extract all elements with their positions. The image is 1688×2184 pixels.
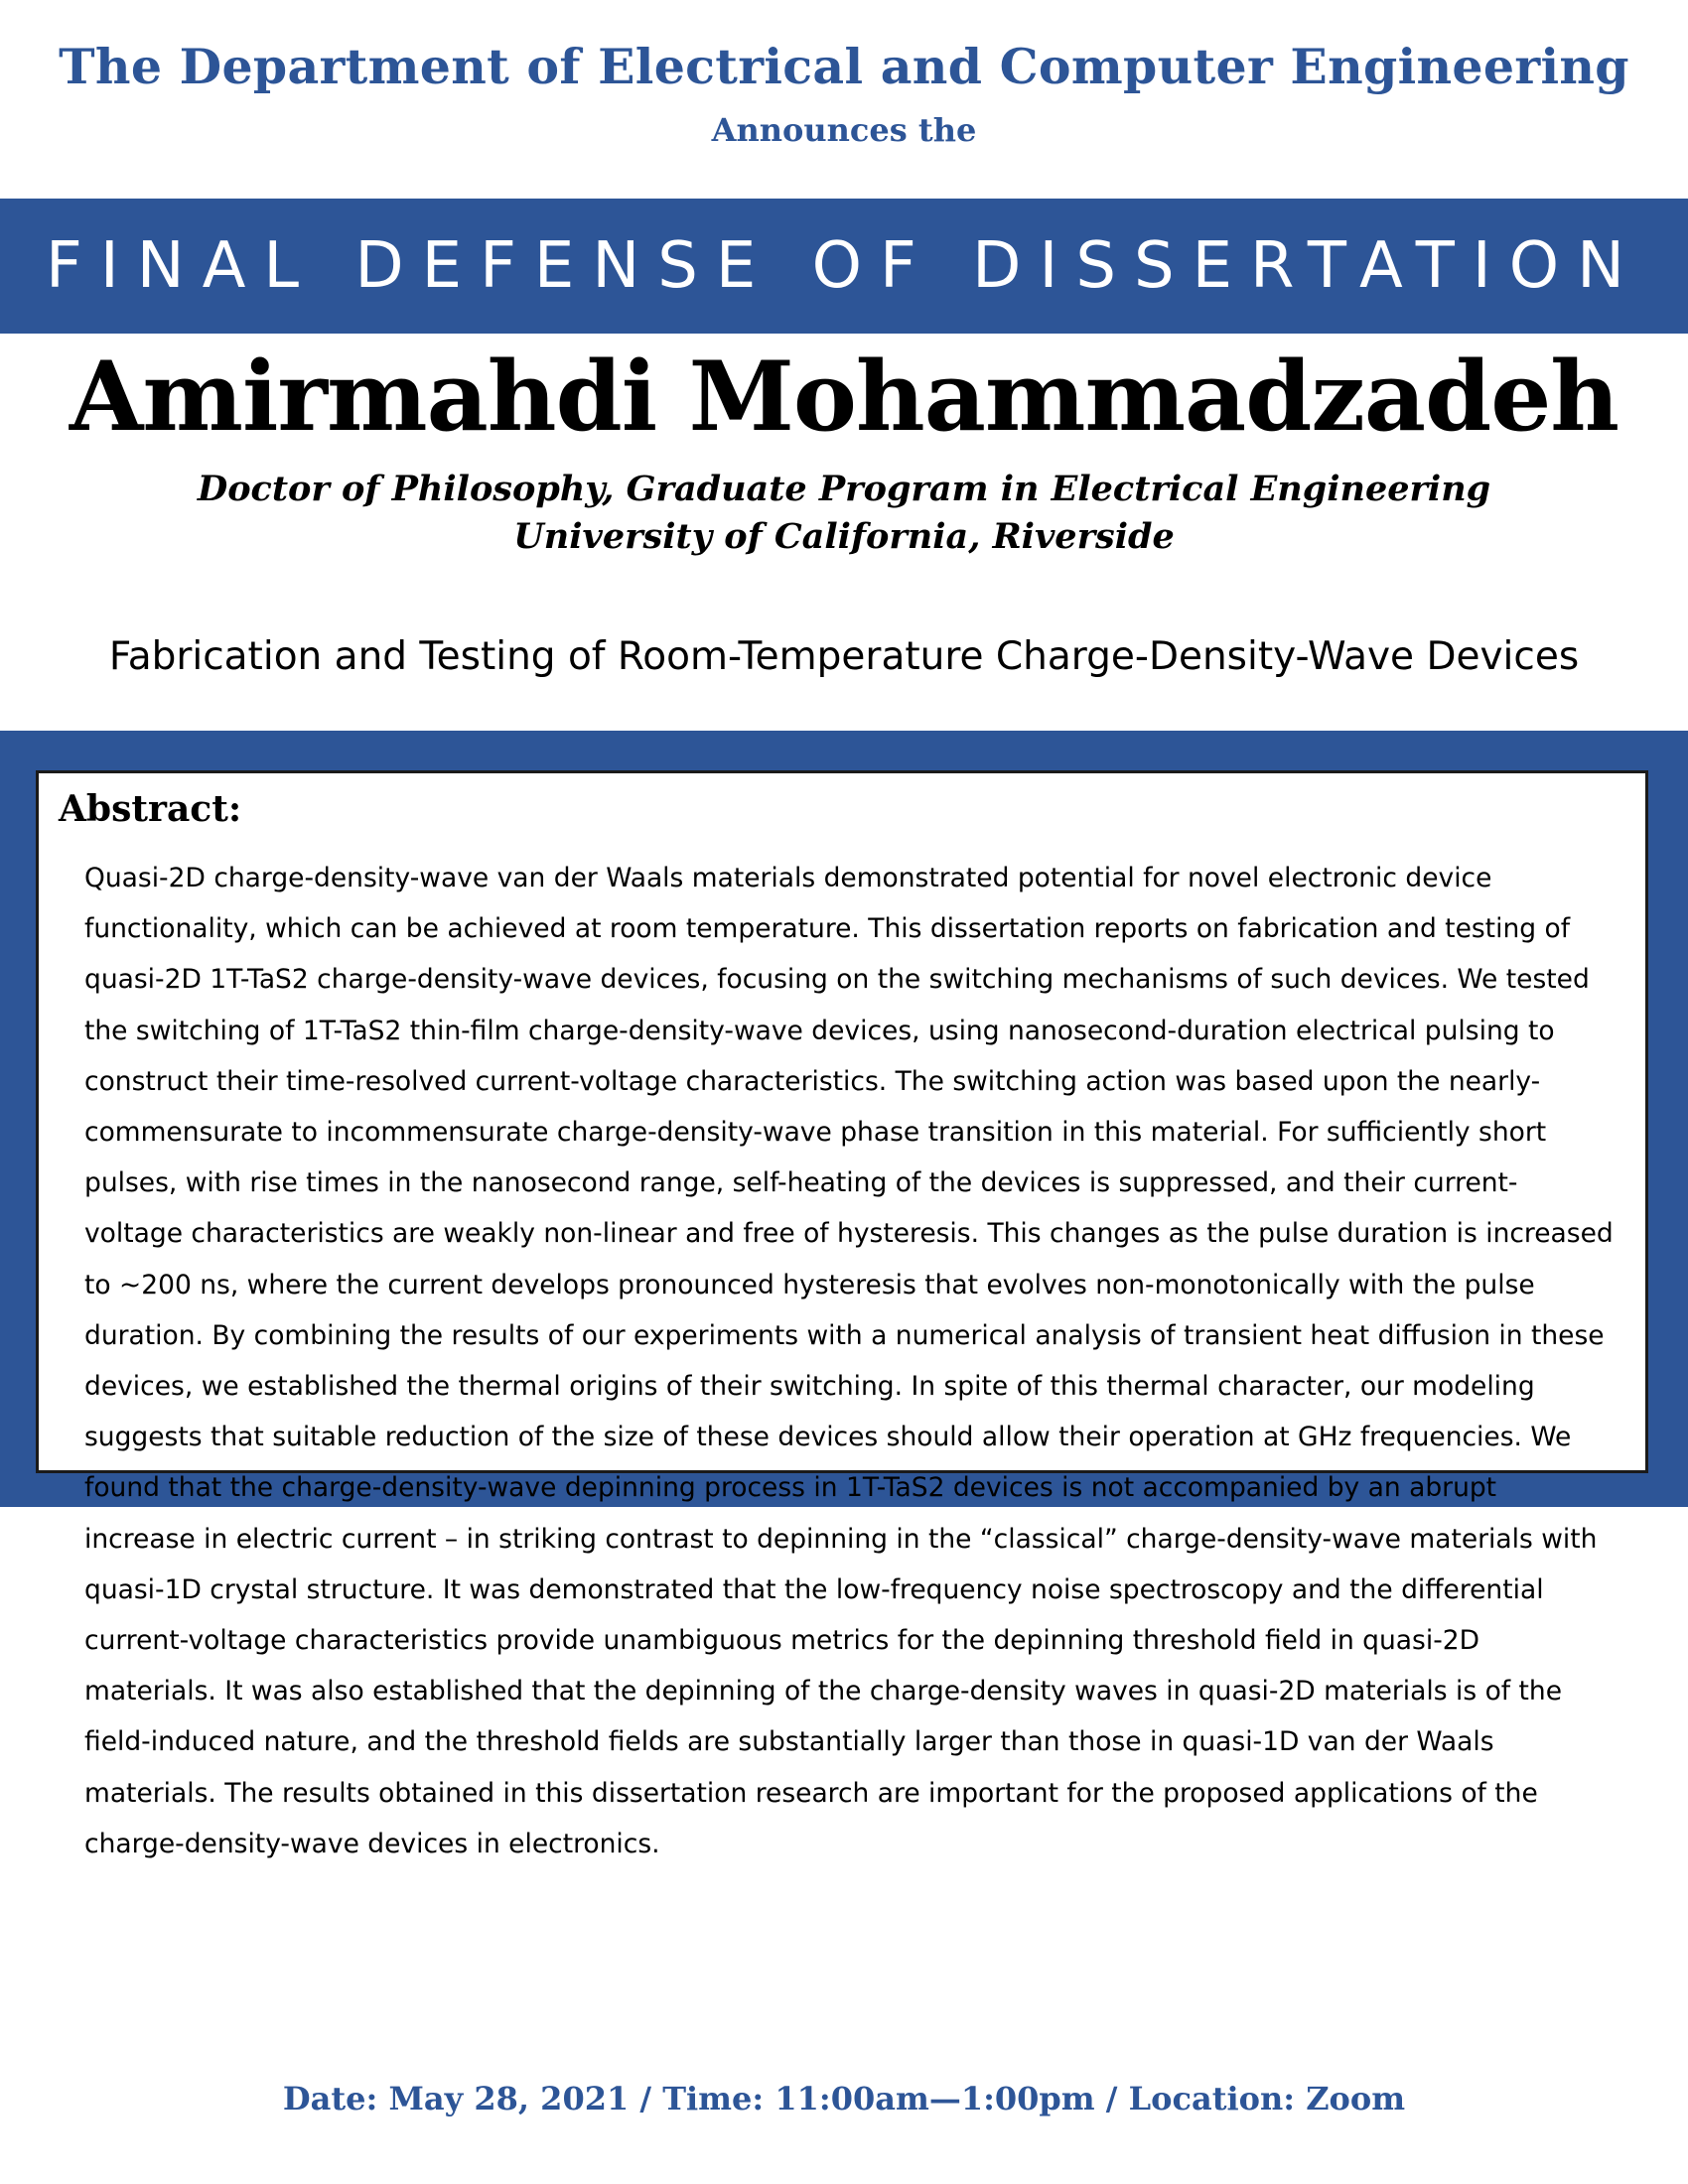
- abstract-body: Quasi-2D charge-density-wave van der Waals materials demonstrated potential for novel electronic device functionality, which can be achieved at room temperature. This dissertation reports on fabrication and testing of quasi-2D 1T-TaS2 charge-density-wave devices, focusing on the switching mechanisms of such devices. We tested the switching of 1T-TaS2 thin-film charge-density-wave devices, using nanosecond-duration electrical pulsing to construct their time-resolved current-voltage characteristics. The switching action was based upon the nearly-commensurate to incommensurate charge-density-wave phase transition in this material. For sufficiently short pulses, with rise times in the nanosecond range, self-heating of the devices is suppressed, and their current-voltage characteristics are weakly non-linear and free of hysteresis. This changes as the pulse duration is increased to ~200 ns, where the current develops pronounced hysteresis that evolves non-monotonically with the pulse duration. By combining the results of our experiments with a numerical analysis of transient heat diffusion in these devices, we established the thermal origins of their switching. In spite of this thermal character, our modeling suggests that suitable reduction of the size of these devices should allow their operation at GHz frequencies. We found that the charge-density-wave depinning process in 1T-TaS2 devices is not accompanied by an abrupt increase in electric current – in striking contrast to depinning in the “classical” charge-density-wave materials with quasi-1D crystal structure. It was demonstrated that the low-frequency noise spectroscopy and the differential current-voltage characteristics provide unambiguous metrics for the depinning threshold field in quasi-2D materials. It was also established that the depinning of the charge-density waves in quasi-2D materials is of the field-induced nature, and the threshold fields are substantially larger than those in quasi-1D van der Waals materials. The results obtained in this dissertation research are important for the proposed applications of the charge-density-wave devices in electronics.: [84, 863, 1614, 1859]
- banner-title: FINAL DEFENSE OF DISSERTATION: [46, 229, 1642, 303]
- abstract-heading: Abstract:: [59, 788, 242, 830]
- abstract-box: [36, 770, 1648, 1859]
- title-banner: [0, 199, 1688, 334]
- dissertation-title: Fabrication and Testing of Room-Temperature Charge-Density-Wave Devices: [108, 634, 1580, 679]
- announces-subheading: Announces the: [711, 111, 977, 149]
- candidate-degree: Doctor of Philosophy, Graduate Program in Electrical Engineering: [197, 469, 1491, 509]
- candidate-university: University of California, Riverside: [513, 516, 1175, 557]
- abstract-frame: [0, 731, 1688, 1859]
- candidate-name: Amirmahdi Mohammadzadeh: [69, 341, 1619, 453]
- department-heading: The Department of Electrical and Computer Engineering: [59, 38, 1629, 95]
- event-details: Date: May 28, 2021 / Time: 11:00am—1:00pm / Location: Zoom: [282, 2080, 1406, 2117]
